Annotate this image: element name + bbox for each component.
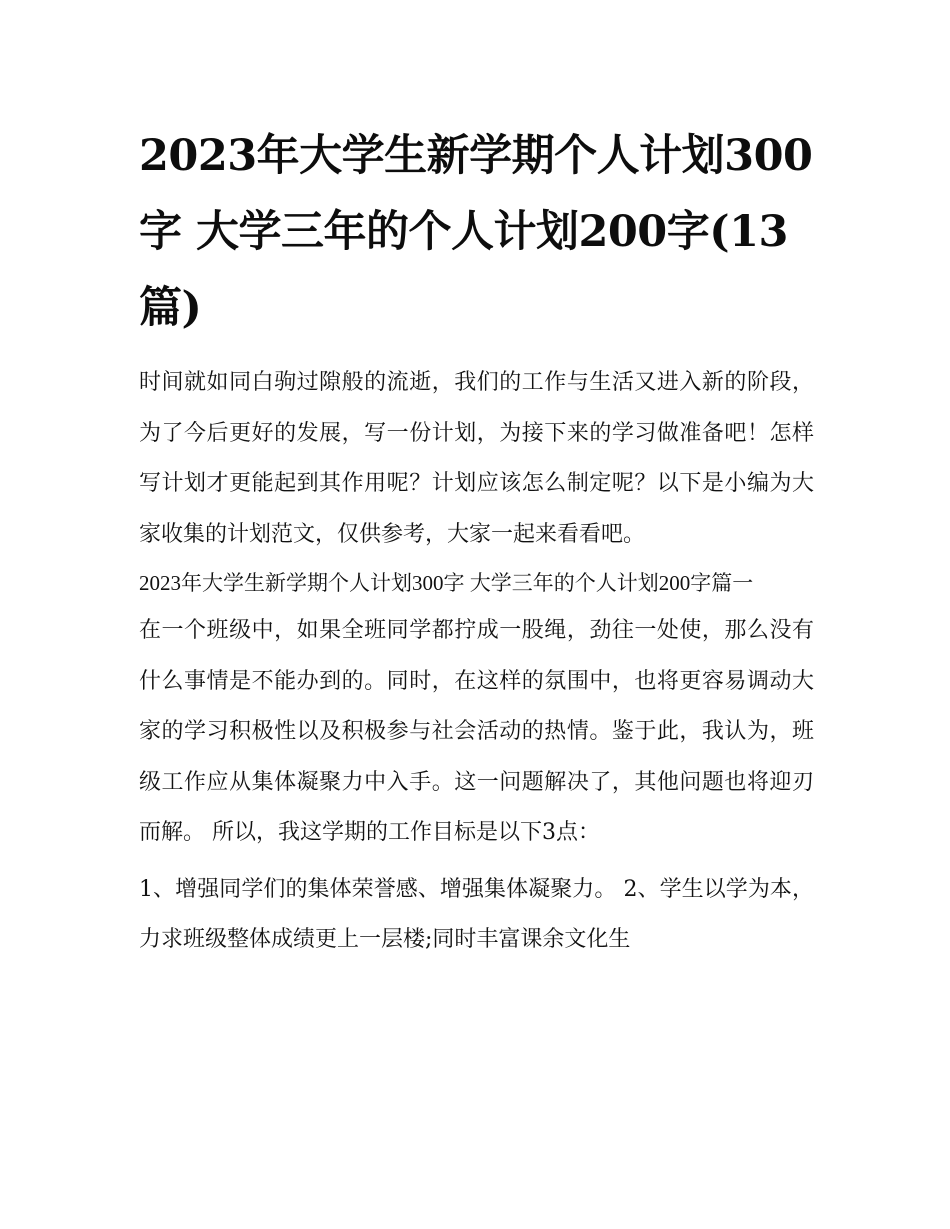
document-page — [139, 118, 814, 966]
document-title: 2023年大学生新学期个人计划300字 大学三年的个人计划200字(13篇) — [139, 131, 813, 333]
intro-paragraph: 时间就如同白驹过隙般的流逝，我们的工作与生活又进入新的阶段，为了今后更好的发展，写一份计划，为接下来的学习做准备吧！怎样写计划才更能起到其作用呢？计划应该怎么制定呢？以下是小编为大家收集的计划范文，仅供参考，大家一起来看看吧。 — [139, 370, 814, 547]
section-heading: 2023年大学生新学期个人计划300字 大学三年的个人计划200字篇一 — [139, 571, 754, 595]
body-paragraph: 在一个班级中，如果全班同学都拧成一股绳，劲往一处使，那么没有什么事情是不能办到的。同时，在这样的氛围中，也将更容易调动大家的学习积极性以及积极参与社会活动的热情。鉴于此，我认为，班级工作应从集体凝聚力中入手。这一问题解决了，其他问题也将迎刃而解。 所以，我这学期的工作目标是以下3点： — [139, 618, 814, 845]
body-paragraph: 1、增强同学们的集体荣誉感、增强集体凝聚力。 2、学生以学为本，力求班级整体成绩更上一层楼;同时丰富课余文化生 — [139, 876, 814, 952]
